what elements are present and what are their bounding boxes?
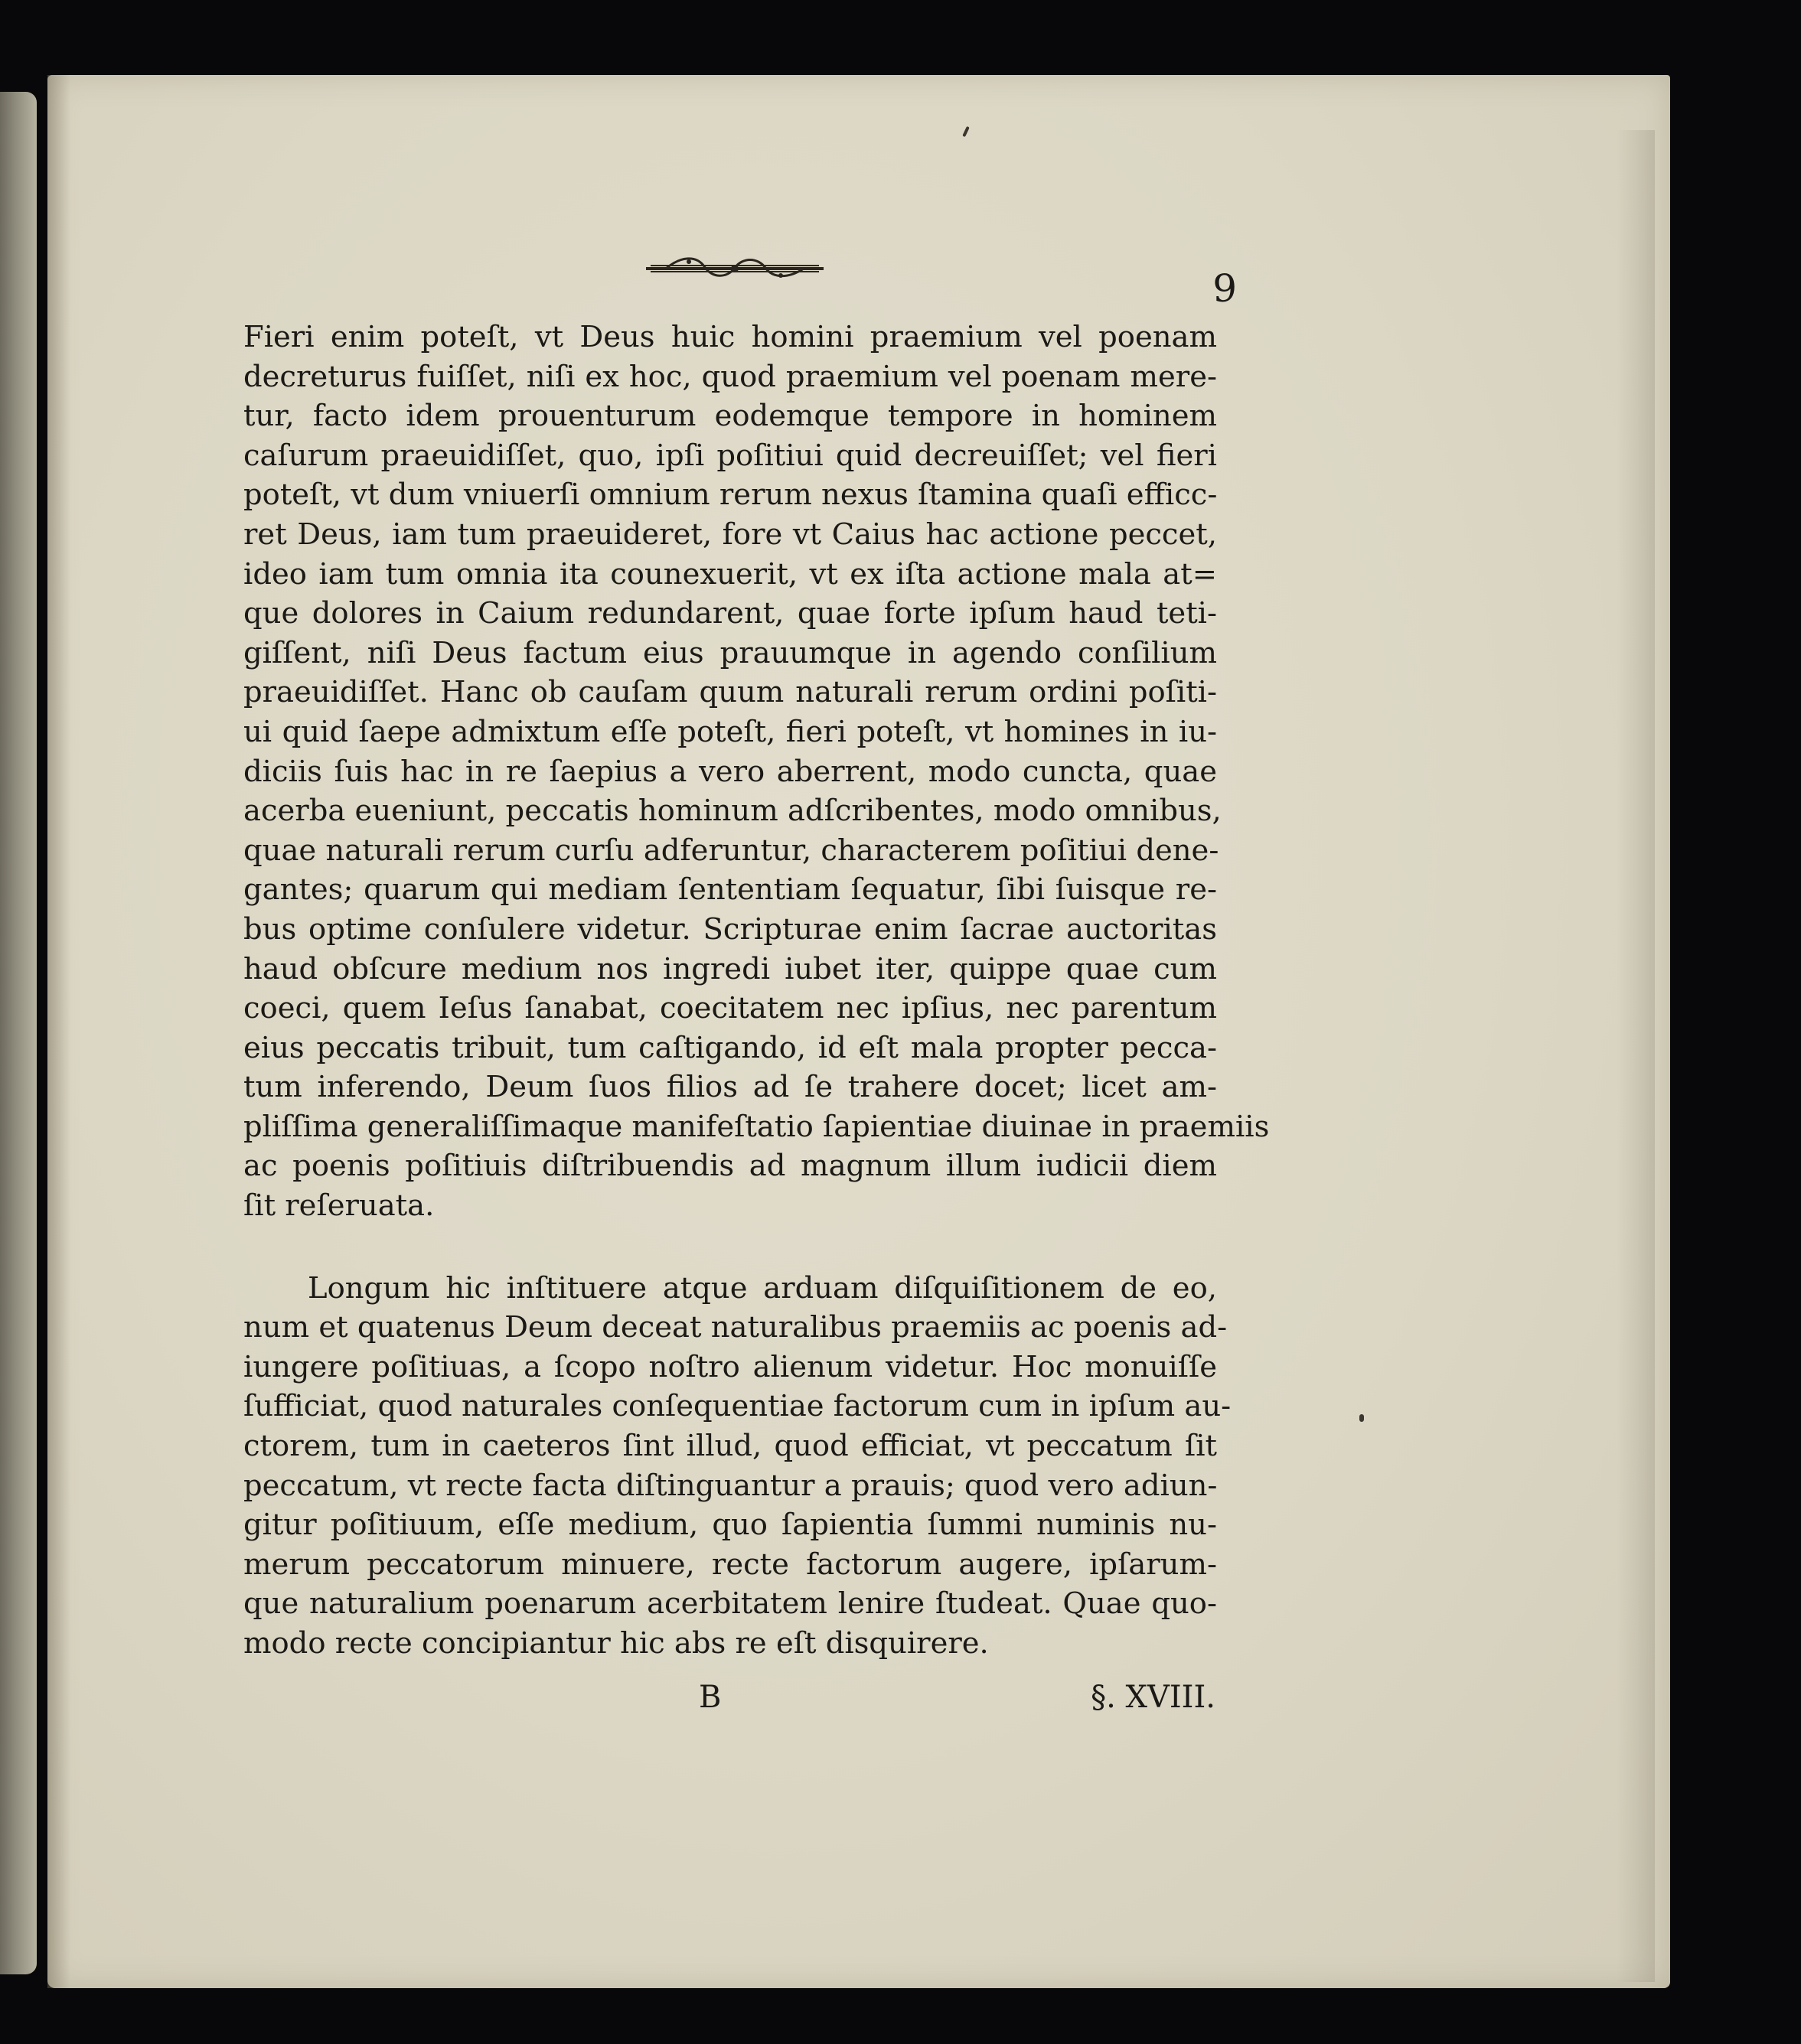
text-line: pliſſima generaliſſimaque manifeſtatio ſapientiae diuinae in praemiis: [243, 1109, 1270, 1144]
text-line: gitur poſitiuum, eſſe medium, quo ſapientia ſummi numinis nu-: [243, 1508, 1217, 1543]
gutter-shadow: [47, 75, 70, 1988]
facing-page-edge: [0, 92, 37, 1974]
text-line: que dolores in Caium redundarent, quae forte ipſum haud teti-: [243, 596, 1217, 631]
text-line: quae naturali rerum curſu adferuntur, characterem poſitiui dene-: [243, 833, 1219, 868]
text-line: ui quid ſaepe admixtum eſſe poteſt, fieri poteſt, vt homines in iu-: [243, 714, 1217, 749]
text-line: caſurum praeuidiſſet, quo, ipſi poſitiui quid decreuiſſet; vel fieri: [243, 438, 1217, 473]
text-line: ret Deus, iam tum praeuideret, fore vt Caius hac actione peccet,: [243, 517, 1217, 552]
text-line: ſit reſeruata.: [243, 1188, 435, 1224]
paper-speck: [1359, 1414, 1364, 1422]
ornament-icon: [643, 253, 827, 285]
body-text: [243, 318, 1270, 1664]
text-line: poteſt, vt dum vniuerſi omnium rerum nexus ſtamina quaſi efficc-: [243, 478, 1218, 513]
page-number: 9: [1212, 266, 1237, 311]
text-line: eius peccatis tribuit, tum caſtigando, id eſt mala propter pecca-: [243, 1030, 1217, 1065]
text-line: que naturalium poenarum acerbitatem lenire ſtudeat. Quae quo-: [243, 1586, 1217, 1622]
text-line: decreturus fuiſſet, niſi ex hoc, quod praemium vel poenam mere-: [243, 359, 1217, 394]
page-edge-shading: [1617, 130, 1655, 1982]
text-line: tum inferendo, Deum ſuos filios ad ſe trahere docet; licet am-: [243, 1070, 1217, 1105]
text-line: giſſent, niſi Deus factum eius prauumque in agendo conſilium: [243, 635, 1217, 670]
text-line: ideo iam tum omnia ita counexuerit, vt ex iſta actione mala at=: [243, 556, 1217, 592]
text-line: bus optime conſulere videtur. Scripturae enim ſacrae auctoritas: [243, 911, 1217, 947]
text-line: ctorem, tum in caeteros ſint illud, quod efficiat, vt peccatum ſit: [243, 1429, 1217, 1464]
text-line: iungere poſitiuas, a ſcopo noſtro alienum videtur. Hoc monuiſſe: [243, 1349, 1217, 1384]
text-line: ſufficiat, quod naturales conſequentiae factorum cum in ipſum au-: [243, 1389, 1232, 1424]
text-line: praeuidiſſet. Hanc ob cauſam quum naturali rerum ordini poſiti-: [243, 675, 1217, 710]
text-line: merum peccatorum minuere, recte factorum augere, ipſarum-: [243, 1547, 1217, 1582]
paragraph-1: [243, 318, 1270, 1226]
text-line: Longum hic inſtituere atque arduam diſquiſitionem de eo,: [308, 1270, 1217, 1306]
text-line: haud obſcure medium nos ingredi iubet iter, quippe quae cum: [243, 951, 1217, 986]
signature-mark: B: [699, 1680, 722, 1715]
text-line: coeci, quem Ieſus ſanabat, coecitatem nec ipſius, nec parentum: [243, 991, 1217, 1026]
text-line: diciis ſuis hac in re ſaepius a vero aberrent, modo cuncta, quae: [243, 754, 1217, 789]
paragraph-gap: [243, 1226, 1217, 1269]
text-line: acerba eueniunt, peccatis hominum adſcribentes, modo omnibus,: [243, 794, 1222, 829]
text-line: modo recte concipiantur hic abs re eſt disquirere.: [243, 1626, 989, 1661]
paragraph-2: [243, 1269, 1232, 1664]
text-line: Fieri enim poteſt, vt Deus huic homini praemium vel poenam: [243, 320, 1217, 354]
text-line: num et quatenus Deum deceat naturalibus praemiis ac poenis ad-: [243, 1310, 1228, 1345]
text-line: tur, facto idem prouenturum eodemque tempore in hominem: [243, 399, 1217, 434]
page-footer: [243, 1680, 1215, 1726]
text-line: peccatum, vt recte facta diſtinguantur a prauis; quod vero adiun-: [243, 1468, 1218, 1503]
text-line: gantes; quarum qui mediam ſententiam ſequatur, ſibi ſuisque re-: [243, 872, 1217, 908]
text-line: ac poenis poſitiuis diſtribuendis ad magnum illum iudicii diem: [243, 1149, 1217, 1184]
catchword: §. XVIII.: [1091, 1680, 1215, 1715]
